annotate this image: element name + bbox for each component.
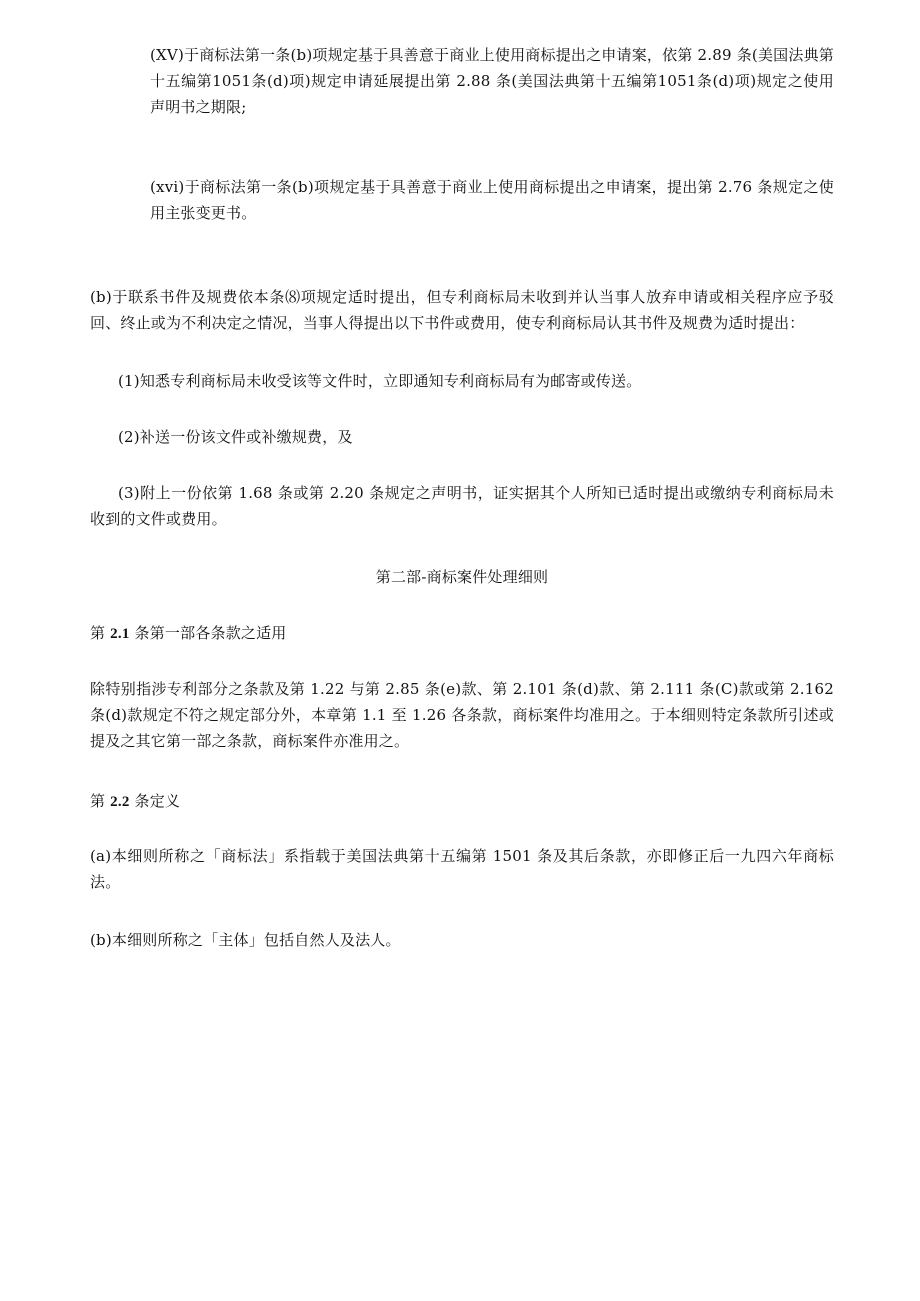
article-2-2-item-a: (a)本细则所称之「商标法」系指载于美国法典第十五编第 1501 条及其后条款，亦即修正后一九四六年商标法。 xyxy=(90,847,834,891)
article-2-2-prefix: 第 xyxy=(90,792,111,810)
article-2-1-prefix: 第 xyxy=(90,624,111,642)
article-2-2-title: 条定义 xyxy=(129,792,181,810)
sub-item-1: (1)知悉专利商标局未收受该等文件时，立即通知专利商标局有为邮寄或传送。 xyxy=(118,372,642,390)
article-2-2-number: 2.2 xyxy=(110,794,130,810)
article-2-2-item-b: (b)本细则所称之「主体」包括自然人及法人。 xyxy=(90,931,401,949)
article-2-1-title: 条第一部各条款之适用 xyxy=(129,624,287,642)
item-xv: (XV)于商标法第一条(b)项规定基于具善意于商业上使用商标提出之申请案，依第 2.89 条(美国法典第十五编第1051条(d)项)规定申请延展提出第 2.88 条(美国法典第十五编第1051条(d)项)规定之使用声明书之期限; xyxy=(150,46,834,116)
article-2-1-body: 除特别指涉专利部分之条款及第 1.22 与第 2.85 条(e)款、第 2.101 条(d)款、第 2.111 条(C)款或第 2.162 条(d)款规定不符之规定部分外，本章第 1.1 至 1.26 各条款，商标案件均准用之。于本细则特定条款所引述或提及之其它第一部之条款，商标案件亦准用之。 xyxy=(90,680,834,750)
article-2-2-heading xyxy=(90,788,834,815)
article-2-1-number: 2.1 xyxy=(110,626,130,642)
sub-item-2: (2)补送一份该文件或补缴规费，及 xyxy=(118,428,353,446)
part-heading: 第二部-商标案件处理细则 xyxy=(375,568,549,586)
paragraph-b: (b)于联系书件及规费依本条⑻项规定适时提出，但专利商标局未收到并认当事人放弃申请或相关程序应予驳回、终止或为不利决定之情况，当事人得提出以下书件或费用，使专利商标局认其书件及规费为适时提出： xyxy=(90,288,834,332)
sub-item-3: (3)附上一份依第 1.68 条或第 2.20 条规定之声明书，证实据其个人所知已适时提出或缴纳专利商标局未收到的文件或费用。 xyxy=(90,484,834,528)
item-xvi: (xvi)于商标法第一条(b)项规定基于具善意于商业上使用商标提出之申请案，提出第 2.76 条规定之使用主张变更书。 xyxy=(150,178,834,222)
article-2-1-heading xyxy=(90,620,834,647)
